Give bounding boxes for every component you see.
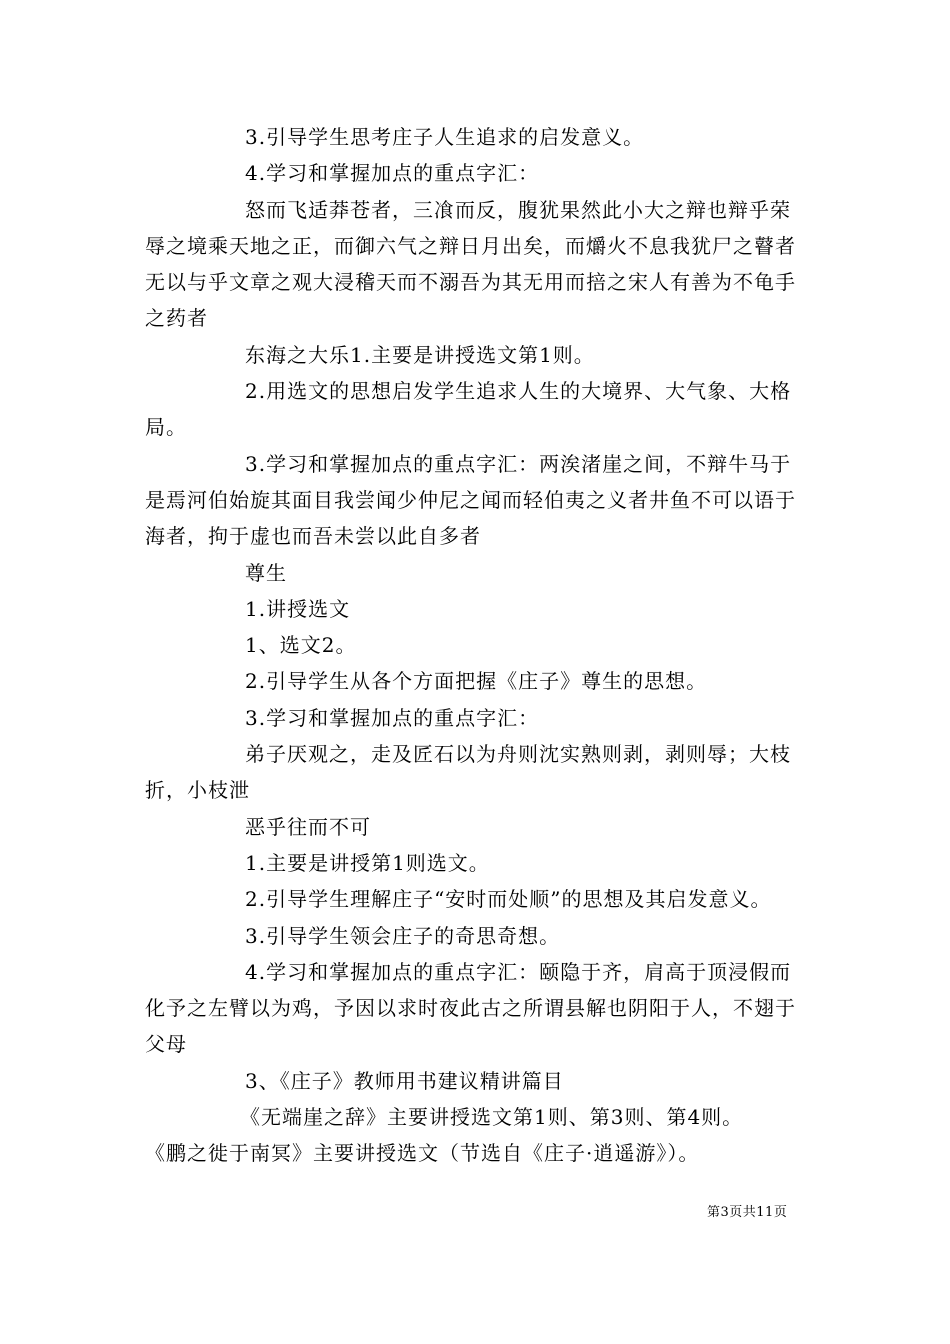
paragraph: 《无端崖之辞》主要讲授选文第1则、第3则、第4则。 <box>240 1105 744 1130</box>
paragraph: 2.引导学生从各个方面把握《庄子》尊生的思想。 <box>245 669 708 694</box>
paragraph: 3、《庄子》教师用书建议精讲篇目 <box>245 1068 564 1093</box>
paragraph: 东海之大乐1.主要是讲授选文第1则。 <box>245 342 595 367</box>
page-number-footer: 第3页共11页 <box>707 1205 788 1220</box>
paragraph: 1、选文2。 <box>245 633 357 658</box>
paragraph: 3.引导学生领会庄子的奇思奇想。 <box>245 923 561 948</box>
paragraph: 弟子厌观之，走及匠石以为舟则沈实熟则剥，剥则辱；大枝折，小枝泄 <box>145 742 791 803</box>
paragraph: 3.学习和掌握加点的重点字汇： <box>245 705 540 730</box>
paragraph: 2.引导学生理解庄子“安时而处顺”的思想及其启发意义。 <box>245 887 772 912</box>
paragraph: 1.主要是讲授第1则选文。 <box>245 850 490 875</box>
paragraph: 4.学习和掌握加点的重点字汇： <box>245 161 540 186</box>
paragraph: 4.学习和掌握加点的重点字汇：颐隐于齐，肩高于顶浸假而化予之左臂以为鸡，予因以求时夜此古之所谓县解也阴阳于人，不翅于父母 <box>145 959 796 1057</box>
paragraph: 1.讲授选文 <box>245 596 351 621</box>
paragraph: 3.学习和掌握加点的重点字汇：两涘渚崖之间，不辩牛马于是焉河伯始旋其面目我尝闻少仲尼之闻而轻伯夷之义者井鱼不可以语于海者，拘于虚也而吾未尝以此自多者 <box>145 451 796 549</box>
paragraph: 尊生 <box>245 560 287 585</box>
document-body <box>145 119 810 1172</box>
paragraph: 2.用选文的思想启发学生追求人生的大境界、大气象、大格局。 <box>145 379 792 440</box>
paragraph: 3.引导学生思考庄子人生追求的启发意义。 <box>245 125 645 149</box>
paragraph: 《鹏之徙于南冥》主要讲授选文（节选自《庄子·逍遥游》）。 <box>145 1141 700 1166</box>
paragraph: 怒而飞适莽苍者，三飡而反，腹犹果然此小大之辩也辩乎荣辱之境乘天地之正，而御六气之辩日月出矣，而爝火不息我犹尸之瞽者无以与乎文章之观大浸稽天而不溺吾为其无用而掊之宋人有善为不龟手之药者 <box>145 197 796 331</box>
paragraph: 恶乎往而不可 <box>245 814 371 839</box>
